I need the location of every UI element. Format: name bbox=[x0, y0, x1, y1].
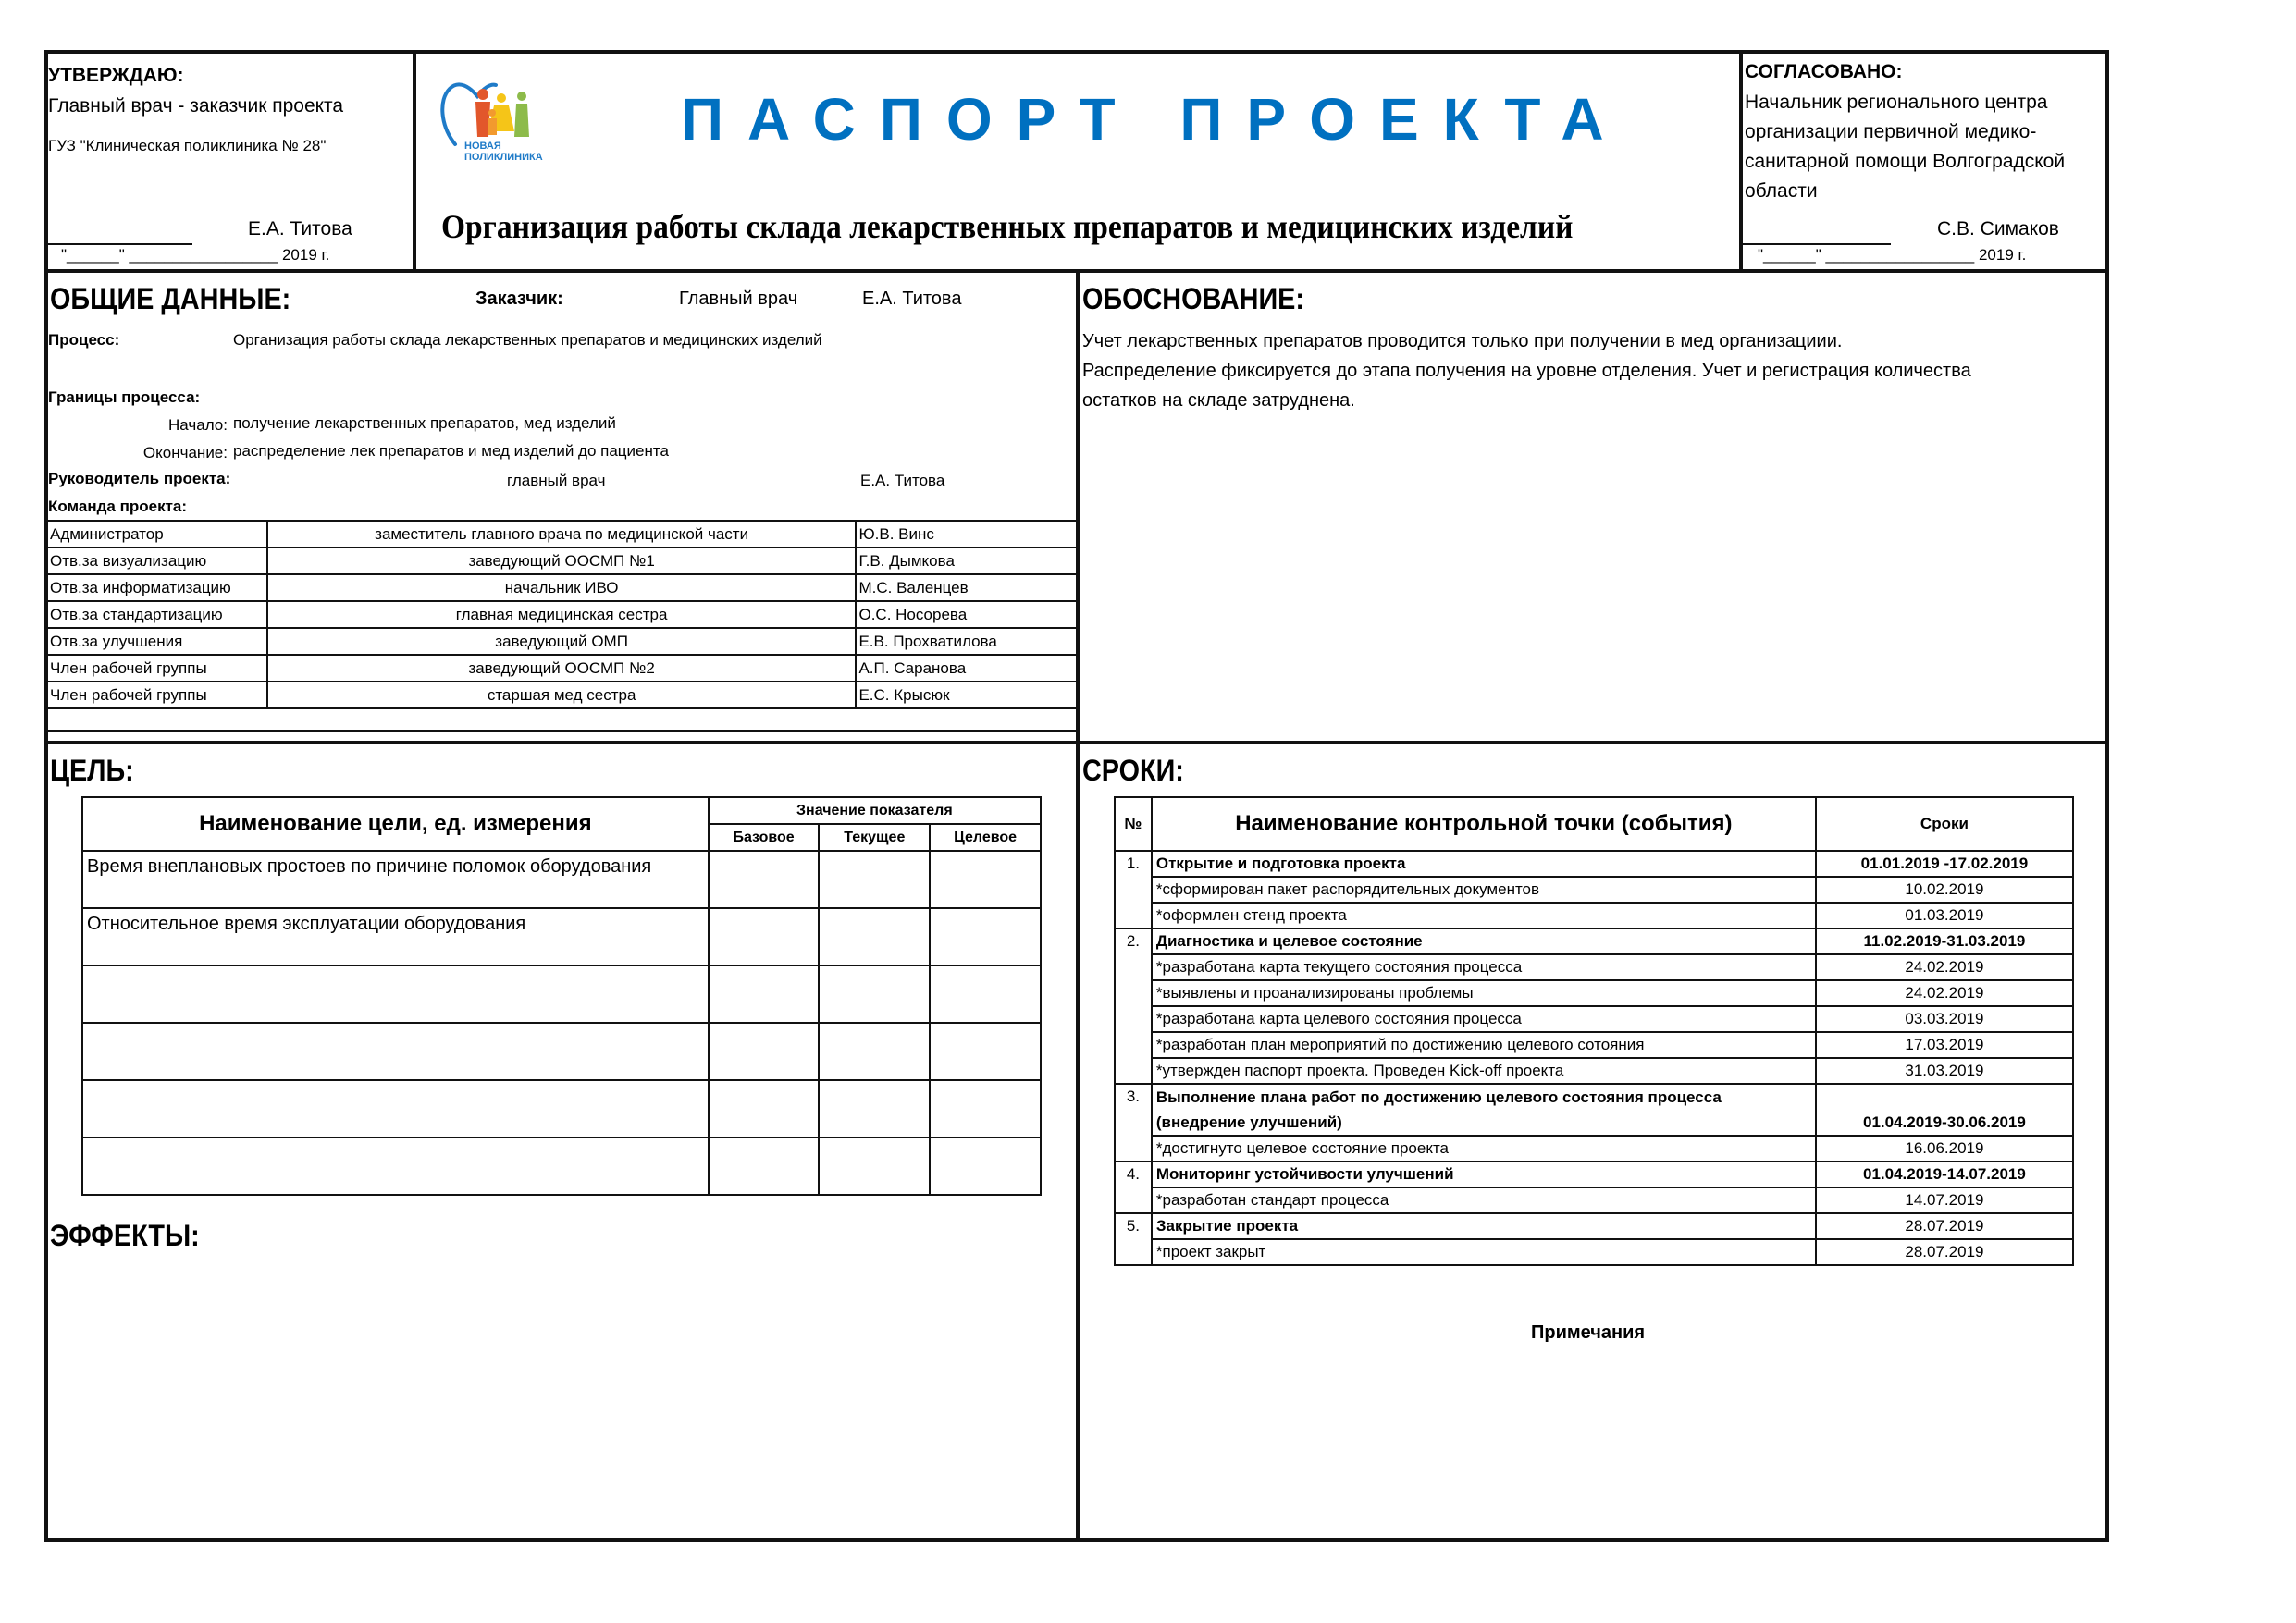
timeline-col-num: № bbox=[1115, 797, 1152, 851]
header-divider-left bbox=[413, 50, 416, 272]
start-value: получение лекарственных препаратов, мед изделий bbox=[233, 414, 616, 432]
goal-current bbox=[819, 851, 930, 908]
goal-name bbox=[82, 1023, 709, 1080]
agreed-role-line-2: организации первичной медико- bbox=[1745, 121, 2037, 142]
team-label: Команда проекта: bbox=[48, 498, 188, 515]
phase-num: 5. bbox=[1115, 1213, 1152, 1265]
team-name: Г.В. Дымкова bbox=[856, 547, 1077, 574]
goal-name: Время внеплановых простоев по причине поломок оборудования bbox=[82, 851, 709, 908]
phase-num: 4. bbox=[1115, 1162, 1152, 1213]
team-role: Отв.за информатизацию bbox=[47, 574, 267, 601]
team-position: заместитель главного врача по медицинской части bbox=[267, 521, 857, 547]
team-role: Отв.за стандартизацию bbox=[47, 601, 267, 628]
item-date: 31.03.2019 bbox=[1816, 1058, 2073, 1084]
rationale-line-2: Распределение фиксируется до этапа получения на уровне отделения. Учет и регистрация количества bbox=[1082, 361, 1971, 381]
table-row-empty bbox=[47, 708, 1077, 731]
approve-org: ГУЗ "Клиническая поликлиника № 28" bbox=[48, 137, 327, 154]
table-row bbox=[47, 547, 1077, 574]
goal-current bbox=[819, 1137, 930, 1195]
team-role: Член рабочей группы bbox=[47, 655, 267, 682]
team-position: начальник ИВО bbox=[267, 574, 857, 601]
goal-base bbox=[709, 908, 820, 965]
logo-text-line2: ПОЛИКЛИНИКА bbox=[464, 152, 543, 163]
team-role: Администратор bbox=[47, 521, 267, 547]
agreed-role-line-4: области bbox=[1745, 180, 1818, 202]
signature-line bbox=[46, 243, 192, 245]
goal-current bbox=[819, 908, 930, 965]
item-name: *достигнуто целевое состояние проекта bbox=[1152, 1136, 1816, 1162]
approve-date-line: "______" _________________ 2019 г. bbox=[61, 246, 330, 264]
agreed-title: СОГЛАСОВАНО: bbox=[1745, 61, 1903, 82]
goal-current bbox=[819, 965, 930, 1023]
timeline-item-row bbox=[1115, 1187, 2073, 1213]
phase-name: Открытие и подготовка проекта bbox=[1152, 851, 1816, 877]
timeline-item-row bbox=[1115, 980, 2073, 1006]
agreed-role-line-1: Начальник регионального центра bbox=[1745, 92, 2048, 113]
table-row bbox=[47, 574, 1077, 601]
item-date: 14.07.2019 bbox=[1816, 1187, 2073, 1213]
process-value: Организация работы склада лекарственных препаратов и медицинских изделий bbox=[233, 331, 822, 349]
customer-name: Е.А. Титова bbox=[862, 289, 962, 309]
goal-current bbox=[819, 1023, 930, 1080]
notes-label: Примечания bbox=[1531, 1322, 1646, 1343]
phase-dates: 01.04.2019-30.06.2019 bbox=[1816, 1084, 2073, 1136]
goal-target bbox=[930, 1023, 1041, 1080]
team-position: заведующий ООСМП №2 bbox=[267, 655, 857, 682]
goal-base bbox=[709, 965, 820, 1023]
goal-target bbox=[930, 908, 1041, 965]
agreed-date-line: "______" _________________ 2019 г. bbox=[1758, 246, 2027, 264]
center-divider bbox=[1076, 269, 1080, 1542]
item-name: *проект закрыт bbox=[1152, 1239, 1816, 1265]
goal-current bbox=[819, 1080, 930, 1137]
team-name: Е.В. Прохватилова bbox=[856, 628, 1077, 655]
lead-label: Руководитель проекта: bbox=[48, 470, 231, 487]
timeline-item-row bbox=[1115, 1058, 2073, 1084]
customer-role: Главный врач bbox=[679, 289, 798, 309]
item-date: 24.02.2019 bbox=[1816, 954, 2073, 980]
table-row bbox=[47, 521, 1077, 547]
goal-name bbox=[82, 1137, 709, 1195]
item-name: *разработана карта текущего состояния процесса bbox=[1152, 954, 1816, 980]
phase-name bbox=[1152, 1084, 1816, 1136]
timeline-item-row bbox=[1115, 954, 2073, 980]
team-name: М.С. Валенцев bbox=[856, 574, 1077, 601]
goal-col-group: Значение показателя bbox=[709, 797, 1041, 824]
end-label: Окончание: bbox=[142, 444, 228, 461]
table-row bbox=[47, 601, 1077, 628]
rationale-line-1: Учет лекарственных препаратов проводится только при получении в мед организациии. bbox=[1082, 331, 1843, 351]
team-name: А.П. Саранова bbox=[856, 655, 1077, 682]
goal-col-current: Текущее bbox=[819, 824, 930, 851]
project-subtitle: Организация работы склада лекарственных препаратов и медицинских изделий bbox=[441, 208, 1574, 245]
phase-dates: 01.04.2019-14.07.2019 bbox=[1816, 1162, 2073, 1187]
item-name: *выявлены и проанализированы проблемы bbox=[1152, 980, 1816, 1006]
item-date: 28.07.2019 bbox=[1816, 1239, 2073, 1265]
goal-table bbox=[81, 796, 1042, 1196]
signature-line bbox=[1743, 243, 1891, 245]
timeline-col-dates: Сроки bbox=[1816, 797, 2073, 851]
rationale-line-3: остатков на складе затруднена. bbox=[1082, 390, 1355, 411]
item-date: 24.02.2019 bbox=[1816, 980, 2073, 1006]
goal-name: Относительное время эксплуатации оборудования bbox=[82, 908, 709, 965]
team-role: Отв.за улучшения bbox=[47, 628, 267, 655]
lead-role: главный врач bbox=[507, 472, 606, 489]
item-date: 03.03.2019 bbox=[1816, 1006, 2073, 1032]
phase-name: Закрытие проекта bbox=[1152, 1213, 1816, 1239]
goal-target bbox=[930, 1080, 1041, 1137]
header-divider-right bbox=[1739, 50, 1743, 272]
timeline-item-row bbox=[1115, 1136, 2073, 1162]
phase-num: 1. bbox=[1115, 851, 1152, 928]
agreed-name: С.В. Симаков bbox=[1937, 218, 2059, 240]
page-title: ПАСПОРТ ПРОЕКТА bbox=[681, 86, 1628, 153]
item-name: *разработан стандарт процесса bbox=[1152, 1187, 1816, 1213]
goal-base bbox=[709, 1023, 820, 1080]
general-data-title: ОБЩИЕ ДАННЫЕ: bbox=[50, 282, 291, 315]
item-name: *оформлен стенд проекта bbox=[1152, 903, 1816, 928]
rationale-title: ОБОСНОВАНИЕ: bbox=[1082, 282, 1304, 315]
team-position: старшая мед сестра bbox=[267, 682, 857, 708]
start-label: Начало: bbox=[168, 416, 228, 434]
effects-title: ЭФФЕКТЫ: bbox=[50, 1219, 200, 1252]
goal-base bbox=[709, 1080, 820, 1137]
timeline-item-row bbox=[1115, 1032, 2073, 1058]
phase-dates: 28.07.2019 bbox=[1816, 1213, 2073, 1239]
team-name: Ю.В. Винс bbox=[856, 521, 1077, 547]
item-date: 17.03.2019 bbox=[1816, 1032, 2073, 1058]
timeline-item-row bbox=[1115, 1006, 2073, 1032]
goal-name bbox=[82, 1080, 709, 1137]
team-role: Отв.за визуализацию bbox=[47, 547, 267, 574]
team-position: заведующий ОМП bbox=[267, 628, 857, 655]
goal-col-target: Целевое bbox=[930, 824, 1041, 851]
phase-name-line-1: Выполнение плана работ по достижению целевого состояния процесса bbox=[1155, 1088, 1722, 1106]
table-row bbox=[82, 851, 1041, 908]
new-polyclinic-logo bbox=[438, 81, 559, 166]
phase-num: 3. bbox=[1115, 1084, 1152, 1162]
timeline-col-name: Наименование контрольной точки (события) bbox=[1152, 797, 1816, 851]
table-row bbox=[47, 682, 1077, 708]
middle-divider bbox=[44, 741, 2109, 744]
timeline-title: СРОКИ: bbox=[1082, 754, 1184, 787]
approve-title: УТВЕРЖДАЮ: bbox=[48, 65, 184, 86]
phase-name: Диагностика и целевое состояние bbox=[1152, 928, 1816, 954]
team-name: О.С. Носорева bbox=[856, 601, 1077, 628]
item-date: 01.03.2019 bbox=[1816, 903, 2073, 928]
item-date: 16.06.2019 bbox=[1816, 1136, 2073, 1162]
approve-name: Е.А. Титова bbox=[248, 218, 352, 240]
table-row bbox=[82, 1080, 1041, 1137]
goal-col-base: Базовое bbox=[709, 824, 820, 851]
goal-col-name: Наименование цели, ед. измерения bbox=[82, 797, 709, 851]
timeline-phase-row bbox=[1115, 1084, 2073, 1136]
phase-name-line-2: (внедрение улучшений) bbox=[1155, 1113, 1342, 1131]
customer-label: Заказчик: bbox=[475, 289, 563, 309]
process-label: Процесс: bbox=[48, 331, 120, 349]
goal-target bbox=[930, 1137, 1041, 1195]
table-row bbox=[82, 908, 1041, 965]
timeline-phase-row bbox=[1115, 928, 2073, 954]
phase-name: Мониторинг устойчивости улучшений bbox=[1152, 1162, 1816, 1187]
timeline-item-row bbox=[1115, 1239, 2073, 1265]
phase-dates: 11.02.2019-31.03.2019 bbox=[1816, 928, 2073, 954]
team-name: Е.С. Крысюк bbox=[856, 682, 1077, 708]
agreed-role-line-3: санитарной помощи Волгоградской bbox=[1745, 151, 2066, 172]
table-row bbox=[82, 1023, 1041, 1080]
end-value: распределение лек препаратов и мед изделий до пациента bbox=[233, 442, 669, 460]
team-position: заведующий ООСМП №1 bbox=[267, 547, 857, 574]
table-row bbox=[47, 655, 1077, 682]
table-row bbox=[82, 965, 1041, 1023]
approve-role: Главный врач - заказчик проекта bbox=[48, 95, 344, 117]
bounds-label: Границы процесса: bbox=[48, 388, 201, 406]
timeline-item-row bbox=[1115, 903, 2073, 928]
lead-name: Е.А. Титова bbox=[860, 472, 945, 489]
team-table bbox=[46, 520, 1078, 732]
goal-base bbox=[709, 1137, 820, 1195]
item-name: *разработана карта целевого состояния процесса bbox=[1152, 1006, 1816, 1032]
timeline-phase-row bbox=[1115, 851, 2073, 877]
timeline-table bbox=[1114, 796, 2074, 1266]
team-role: Член рабочей группы bbox=[47, 682, 267, 708]
table-row bbox=[47, 628, 1077, 655]
table-row bbox=[82, 1137, 1041, 1195]
goal-target bbox=[930, 851, 1041, 908]
timeline-phase-row bbox=[1115, 1162, 2073, 1187]
logo-text-line1: НОВАЯ bbox=[464, 141, 501, 152]
goal-title: ЦЕЛЬ: bbox=[50, 754, 134, 787]
phase-num: 2. bbox=[1115, 928, 1152, 1084]
item-name: *разработан план мероприятий по достижению целевого сотояния bbox=[1152, 1032, 1816, 1058]
item-name: *сформирован пакет распорядительных документов bbox=[1152, 877, 1816, 903]
goal-target bbox=[930, 965, 1041, 1023]
item-name: *утвержден паспорт проекта. Проведен Kick-off проекта bbox=[1152, 1058, 1816, 1084]
timeline-item-row bbox=[1115, 877, 2073, 903]
item-date: 10.02.2019 bbox=[1816, 877, 2073, 903]
team-position: главная медицинская сестра bbox=[267, 601, 857, 628]
goal-name bbox=[82, 965, 709, 1023]
timeline-phase-row bbox=[1115, 1213, 2073, 1239]
phase-dates: 01.01.2019 -17.02.2019 bbox=[1816, 851, 2073, 877]
goal-base bbox=[709, 851, 820, 908]
